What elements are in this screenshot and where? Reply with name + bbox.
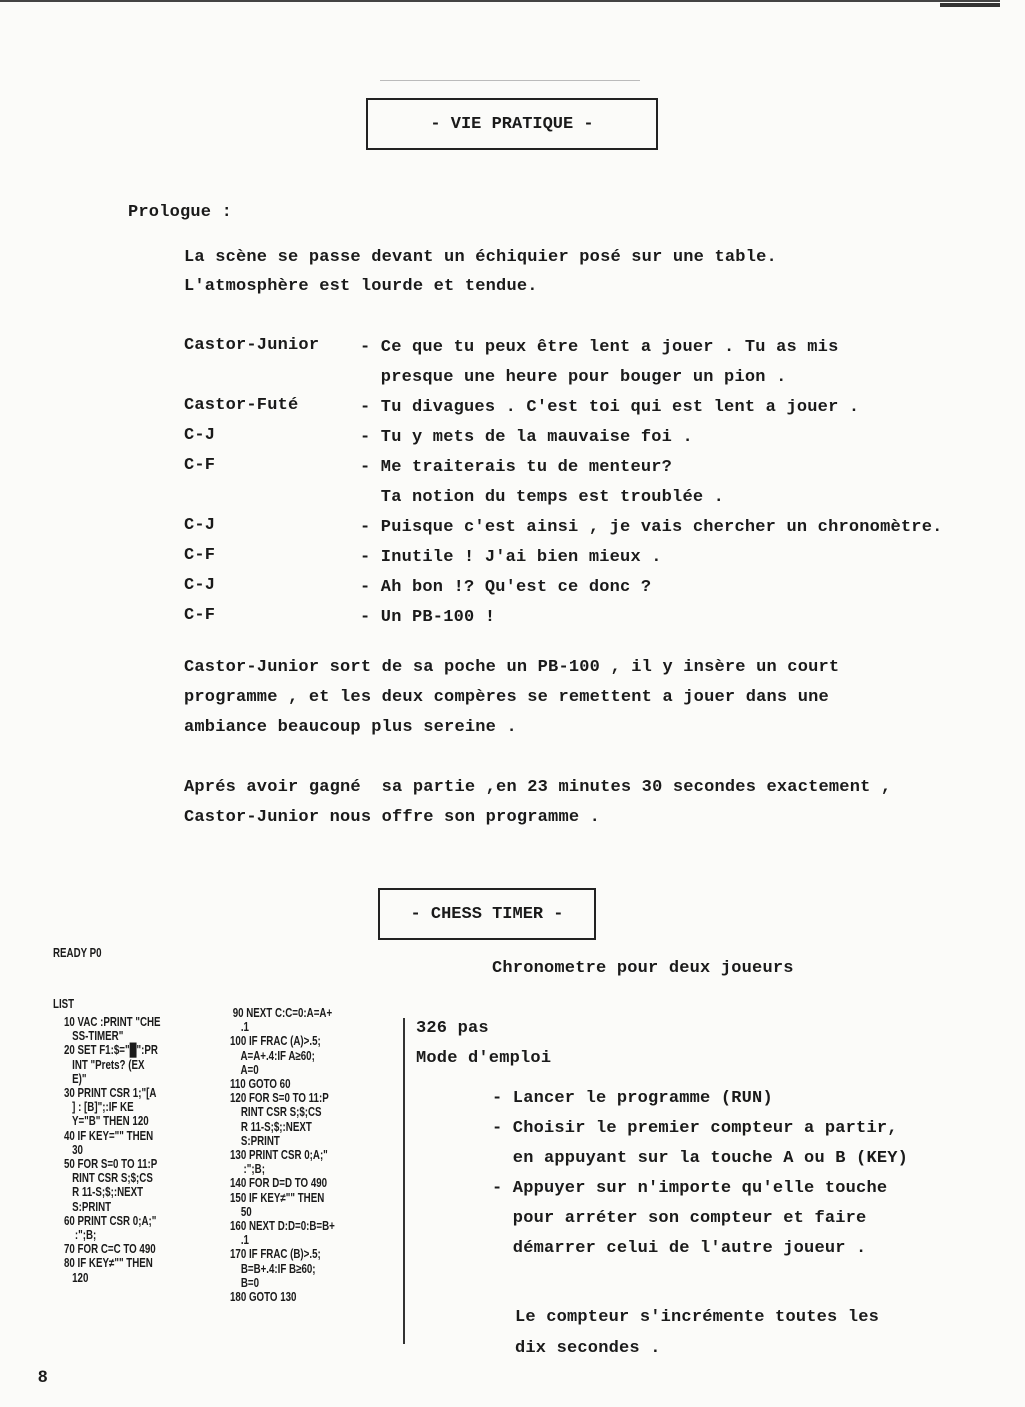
speaker: C-J <box>184 576 216 595</box>
code-line: 30 PRINT CSR 1;"[A <box>64 1086 157 1101</box>
dialogue-line: - Ce que tu peux être lent a jouer . Tu as mis <box>360 338 839 357</box>
paragraph-line: programme , et les deux compères se remettent a jouer dans une <box>184 688 829 707</box>
dialogue-line: presque une heure pour bouger un pion . <box>360 368 787 387</box>
chess-timer-box <box>378 888 596 940</box>
code-line: 80 IF KEY≠"" THEN <box>64 1256 153 1271</box>
code-line: 10 VAC :PRINT "CHE <box>64 1015 161 1029</box>
section-title-box <box>366 98 658 150</box>
code-line: 180 GOTO 130 <box>230 1290 297 1305</box>
code-line: SS-TIMER" <box>64 1029 124 1044</box>
code-line: S:PRINT <box>64 1199 112 1214</box>
code-line: 60 PRINT CSR 0;A;" <box>64 1213 157 1228</box>
dialogue-line: - Inutile ! J'ai bien mieux . <box>360 548 662 567</box>
dialogue-line: - Un PB-100 ! <box>360 608 496 627</box>
instruction-line: - Choisir le premier compteur a partir, <box>492 1119 898 1138</box>
speaker: C-F <box>184 546 216 565</box>
code-line: 150 IF KEY≠"" THEN <box>230 1190 325 1205</box>
instruction-line: démarrer celui de l'autre joueur . <box>492 1239 867 1258</box>
paragraph-line: ambiance beaucoup plus sereine . <box>184 718 517 737</box>
intro-line: L'atmosphère est lourde et tendue. <box>184 277 538 296</box>
code-line: 90 NEXT C:C=0:A=A+ <box>230 1006 333 1020</box>
code-line: A=0 <box>230 1062 259 1077</box>
code-line: 30 <box>64 1142 83 1157</box>
instruction-line: pour arréter son compteur et faire <box>492 1209 867 1228</box>
mode-label: Mode d'emploi <box>416 1049 552 1068</box>
code-line: R 11-S;$;:NEXT <box>64 1185 144 1200</box>
code-line: 140 FOR D=D TO 490 <box>230 1176 328 1191</box>
speaker: C-F <box>184 456 216 475</box>
code-line: 20 SET F1:$="█":PR <box>64 1043 158 1058</box>
code-line: S:PRINT <box>230 1133 280 1148</box>
instruction-line: en appuyant sur la touche A ou B (KEY) <box>492 1149 909 1168</box>
code-line: 50 FOR S=0 TO 11:P <box>64 1157 158 1172</box>
steps-count: 326 pas <box>416 1019 489 1038</box>
code-line: :";B; <box>64 1228 97 1243</box>
code-line: .1 <box>230 1020 249 1035</box>
ready-prompt: READY P0 <box>53 946 102 960</box>
code-line: 40 IF KEY="" THEN <box>64 1128 154 1143</box>
prologue-heading: Prologue : <box>128 203 233 222</box>
note-line: dix secondes . <box>515 1339 661 1358</box>
code-line: E)" <box>64 1071 87 1086</box>
listing-column-2 <box>230 1006 335 1304</box>
code-line: A=A+.4:IF A≥60; <box>230 1048 315 1063</box>
speaker: C-J <box>184 426 216 445</box>
code-line: ] : [B]";:IF KE <box>64 1100 134 1115</box>
top-rule <box>0 0 1000 2</box>
dialogue-line: - Ah bon !? Qu'est ce donc ? <box>360 578 652 597</box>
dialogue-line: - Puisque c'est ainsi , je vais chercher un chronomètre. <box>360 518 943 537</box>
listing-column-1 <box>64 1015 161 1285</box>
code-line: B=B+.4:IF B≥60; <box>230 1261 316 1276</box>
code-line: RINT CSR S;$;CS <box>64 1171 153 1186</box>
code-line: 120 FOR S=0 TO 11:P <box>230 1091 329 1106</box>
speaker: Castor-Junior <box>184 336 320 355</box>
code-line: .1 <box>230 1233 249 1248</box>
note-line: Le compteur s'incrémente toutes les <box>515 1308 880 1327</box>
instruction-line: - Lancer le programme (RUN) <box>492 1089 773 1108</box>
section-title: - VIE PRATIQUE - <box>430 114 594 134</box>
paragraph-line: Aprés avoir gagné sa partie ,en 23 minutes 30 secondes exactement , <box>184 778 892 797</box>
list-command: LIST <box>53 997 75 1011</box>
instruction-line: - Appuyer sur n'importe qu'elle touche <box>492 1179 888 1198</box>
speaker: Castor-Futé <box>184 396 299 415</box>
dialogue-line: - Me traiterais tu de menteur? <box>360 458 673 477</box>
code-line: :";B; <box>230 1162 265 1177</box>
chess-timer-subtitle: Chronometre pour deux joueurs <box>492 959 794 978</box>
intro-line: La scène se passe devant un échiquier posé sur une table. <box>184 248 777 267</box>
code-line: 70 FOR C=C TO 490 <box>64 1242 156 1257</box>
code-line: 100 IF FRAC (A)>.5; <box>230 1034 321 1049</box>
paragraph-line: Castor-Junior sort de sa poche un PB-100 , il y insère un court <box>184 658 840 677</box>
dialogue-line: Ta notion du temps est troublée . <box>360 488 725 507</box>
speaker: C-F <box>184 606 216 625</box>
code-line: R 11-S;$;:NEXT <box>230 1119 312 1134</box>
dialogue-line: - Tu divagues . C'est toi qui est lent a jouer . <box>360 398 860 417</box>
code-line: Y="B" THEN 120 <box>64 1114 149 1129</box>
code-line: INT "Prets? (EX <box>64 1057 145 1072</box>
chess-timer-title: - CHESS TIMER - <box>410 904 564 924</box>
code-line: 170 IF FRAC (B)>.5; <box>230 1247 321 1262</box>
speaker: C-J <box>184 516 216 535</box>
code-line: RINT CSR S;$;CS <box>230 1105 322 1120</box>
code-line: B=0 <box>230 1275 259 1290</box>
column-divider <box>403 1018 405 1344</box>
faint-line <box>380 80 640 81</box>
code-line: 120 <box>64 1270 89 1285</box>
code-line: 130 PRINT CSR 0;A;" <box>230 1148 328 1163</box>
code-line: 110 GOTO 60 <box>230 1077 291 1092</box>
dialogue-line: - Tu y mets de la mauvaise foi . <box>360 428 693 447</box>
paragraph-line: Castor-Junior nous offre son programme . <box>184 808 601 827</box>
code-line: 50 <box>230 1204 252 1219</box>
top-rule-mark <box>940 3 1000 7</box>
code-line: 160 NEXT D:D=0:B=B+ <box>230 1219 335 1234</box>
page-number: 8 <box>38 1367 48 1386</box>
